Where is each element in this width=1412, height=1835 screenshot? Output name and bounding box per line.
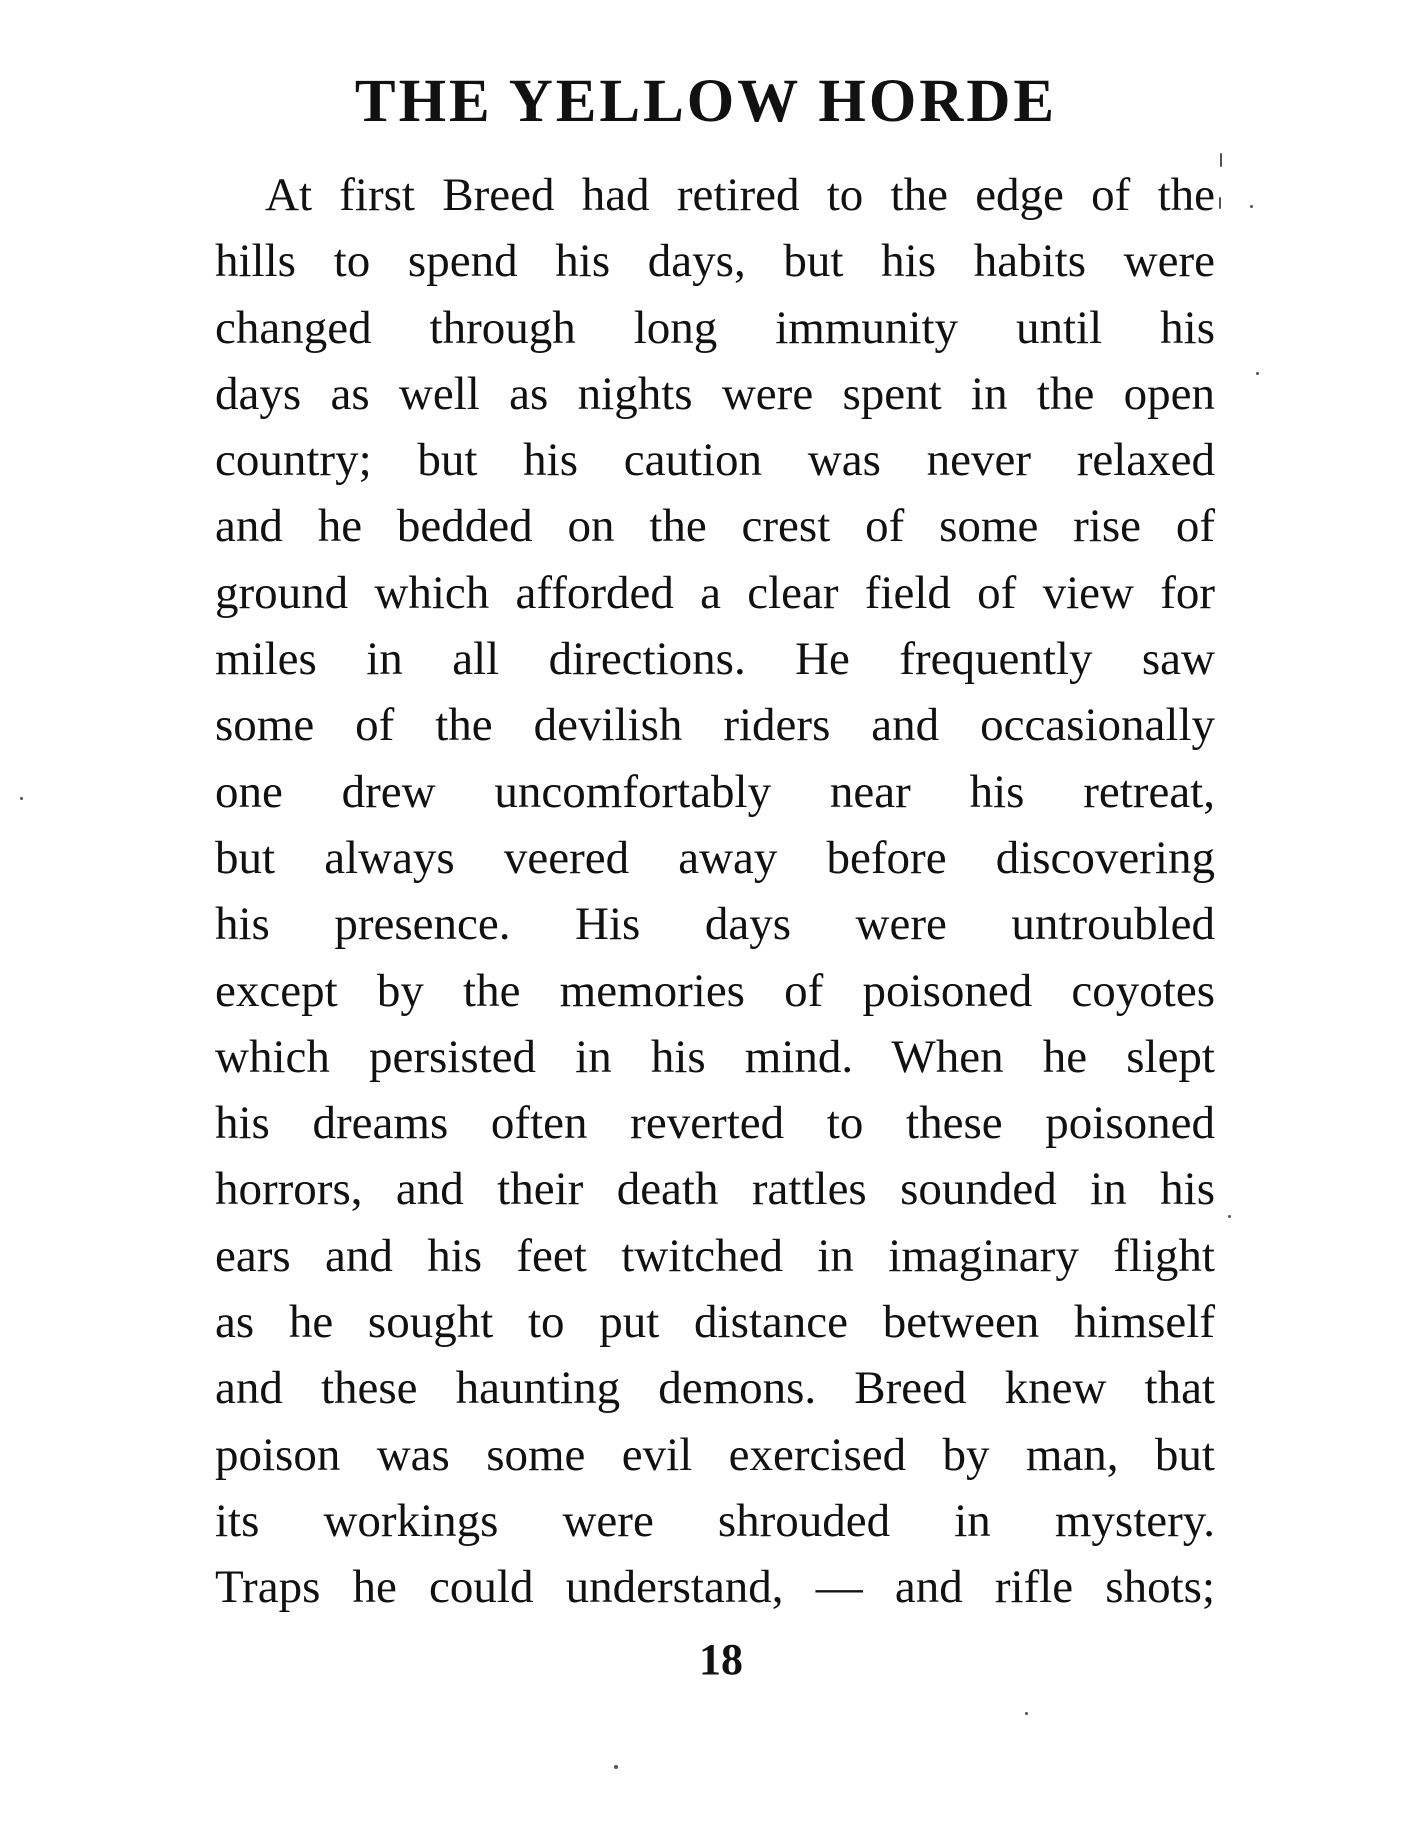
scan-speck xyxy=(20,797,23,800)
text-line: but always veered away before discovering xyxy=(215,831,1215,884)
text-line: its workings were shrouded in mystery. xyxy=(215,1494,1215,1547)
text-line: one drew uncomfortably near his retreat, xyxy=(215,765,1215,818)
text-line: ground which afforded a clear field of view for xyxy=(215,566,1215,619)
scan-speck xyxy=(1220,153,1222,167)
text-line: hills to spend his days, but his habits were xyxy=(215,235,1215,288)
scan-speck xyxy=(1256,372,1259,375)
scan-speck xyxy=(1250,205,1253,208)
text-line: changed through long immunity until his xyxy=(215,301,1215,354)
text-line: poison was some evil exercised by man, but xyxy=(215,1428,1215,1481)
running-title: THE YELLOW HORDE xyxy=(354,68,1058,135)
text-line: miles in all directions. He frequently saw xyxy=(215,633,1215,686)
page-number: 18 xyxy=(699,1635,743,1684)
text-line: country; but his caution was never relaxed xyxy=(215,434,1215,487)
text-line: ears and his feet twitched in imaginary flight xyxy=(215,1229,1215,1282)
text-line: his dreams often reverted to these poisoned xyxy=(215,1097,1215,1150)
text-line: his presence. His days were untroubled xyxy=(215,898,1215,951)
scan-speck xyxy=(1219,197,1221,209)
text-line: some of the devilish riders and occasionally xyxy=(215,699,1215,752)
body-paragraph xyxy=(215,162,1215,1621)
text-line: At first Breed had retired to the edge of the xyxy=(265,169,1215,221)
text-line: and he bedded on the crest of some rise of xyxy=(215,500,1215,553)
text-line: days as well as nights were spent in the open xyxy=(215,367,1215,420)
scan-speck xyxy=(1025,1712,1028,1715)
scan-speck xyxy=(614,1765,618,1769)
text-line: horrors, and their death rattles sounded in his xyxy=(215,1163,1215,1216)
text-line: which persisted in his mind. When he slept xyxy=(215,1030,1215,1083)
scan-speck xyxy=(1228,1215,1231,1218)
text-line: as he sought to put distance between himself xyxy=(215,1296,1215,1349)
text-line: except by the memories of poisoned coyotes xyxy=(215,964,1215,1017)
text-line: and these haunting demons. Breed knew that xyxy=(215,1362,1215,1415)
text-line: Traps he could understand, — and rifle shots; xyxy=(215,1561,1215,1614)
